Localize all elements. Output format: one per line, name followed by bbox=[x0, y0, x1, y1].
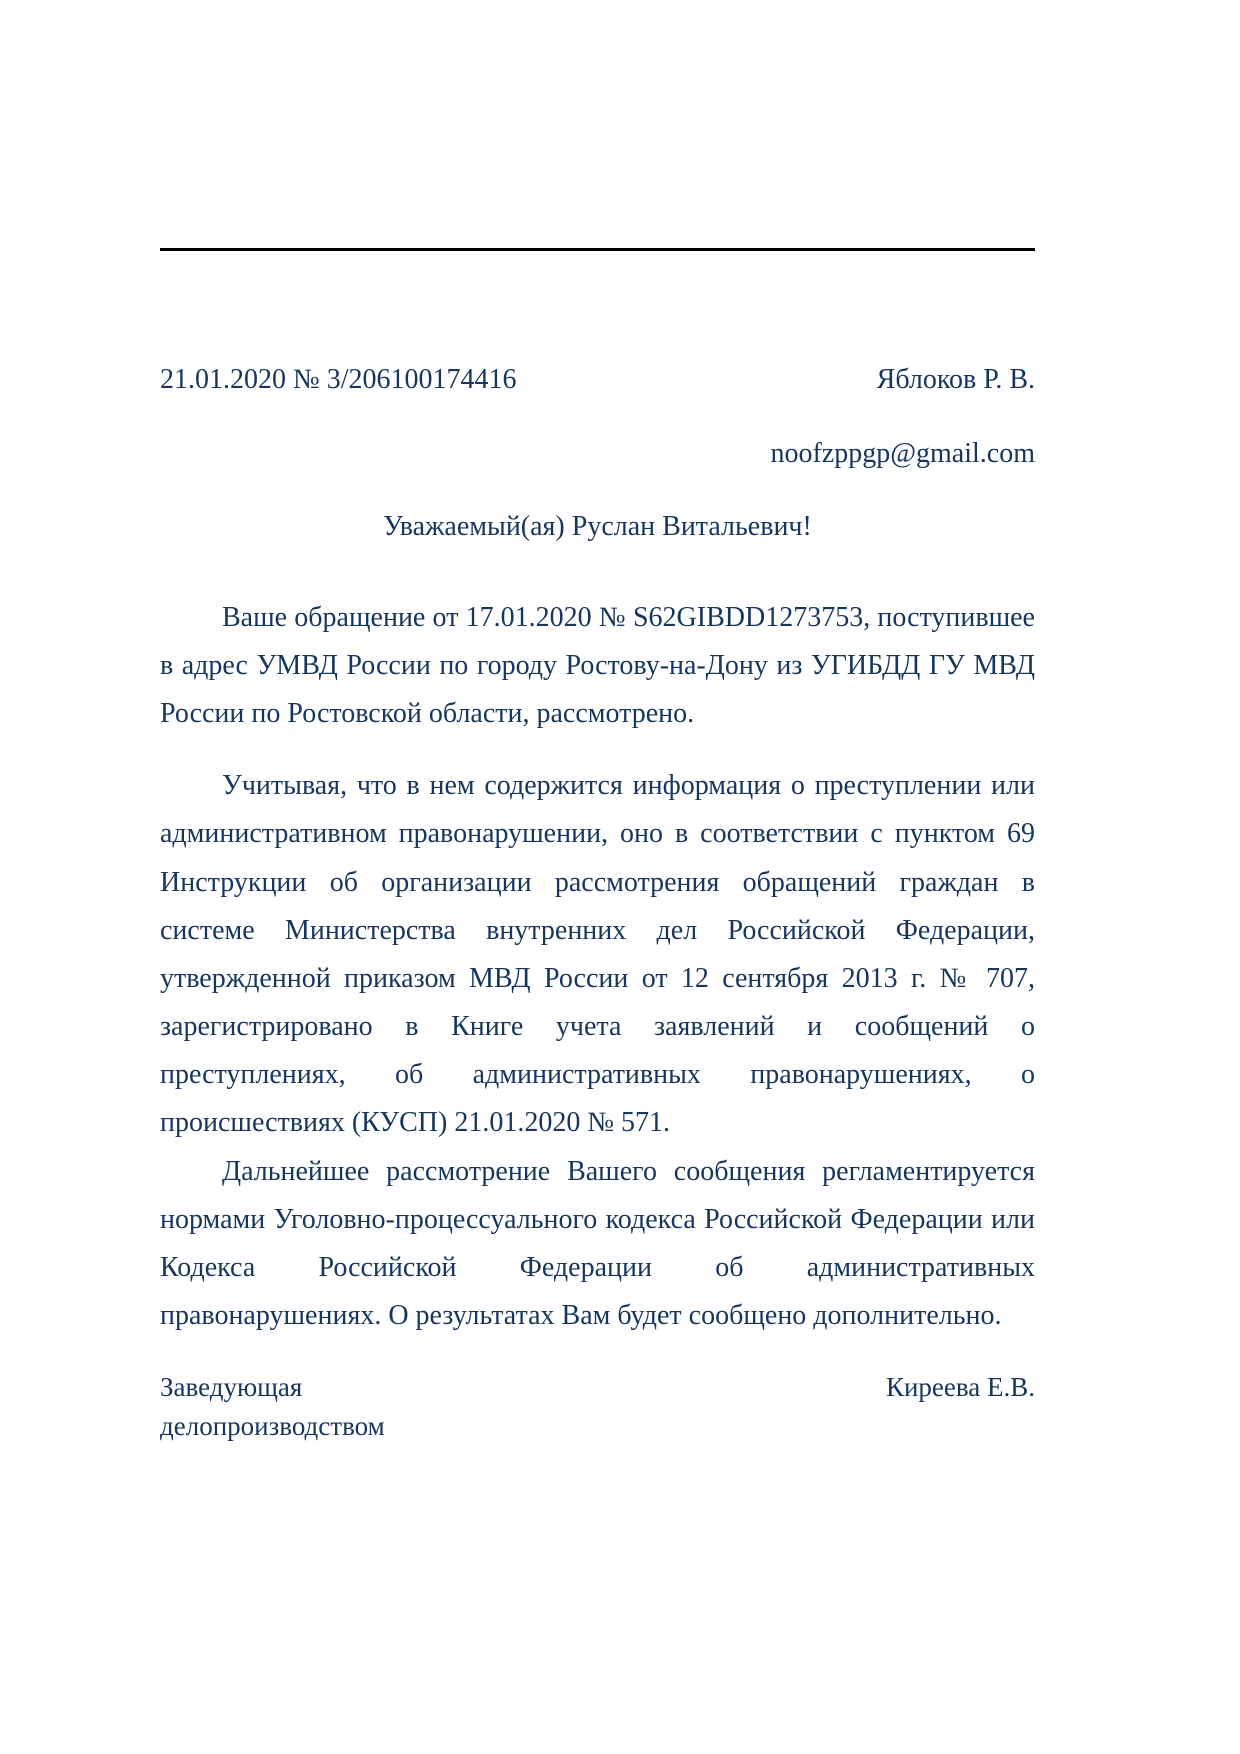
reference-number-line: 21.01.2020 № 3/206100174416 bbox=[160, 364, 517, 395]
signer-name: Киреева Е.В. bbox=[885, 1372, 1035, 1403]
body-paragraph-3: Дальнейшее рассмотрение Вашего сообщения регламентируется нормами Уголовно-процессуального кодекса Российской Федерации или Кодекса Российской Федерации об административных правонарушениях. О результатах Вам будет сообщено дополнительно. bbox=[160, 1155, 1035, 1331]
letter-body bbox=[160, 594, 1035, 1340]
salutation-line: Уважаемый(ая) Руслан Витальевич! bbox=[383, 511, 812, 543]
body-paragraph-2: Учитывая, что в нем содержится информация о преступлении или административном правонарушении, оно в соответствии с пунктом 69 Инструкции об организации рассмотрения обращений граждан в системе Министерства внутренних дел Российской Федерации, утвержденной приказом МВД России от 12 сентября 2013 г. № 707, зарегистрировано в Книге учета заявлений и сообщений о преступлениях, об административных правонарушениях, о происшествиях (КУСП) 21.01.2020 № 571. bbox=[160, 770, 1035, 1139]
recipient-email-row bbox=[160, 437, 1035, 471]
recipient-email: noofzppgp@gmail.com bbox=[770, 437, 1035, 469]
recipient-name: Яблоков Р. В. bbox=[876, 364, 1035, 395]
signature-block bbox=[160, 1368, 1035, 1446]
letter-header-row bbox=[160, 363, 1035, 397]
body-paragraph-1: Ваше обращение от 17.01.2020 № S62GIBDD1273753, поступившее в адрес УМВД России по городу Ростову-на-Дону из УГИБДД ГУ МВД России по Ростовской области, рассмотрено. bbox=[160, 601, 1035, 730]
header-divider-rule bbox=[160, 248, 1035, 251]
signer-position: Заведующая делопроизводством bbox=[160, 1372, 385, 1442]
